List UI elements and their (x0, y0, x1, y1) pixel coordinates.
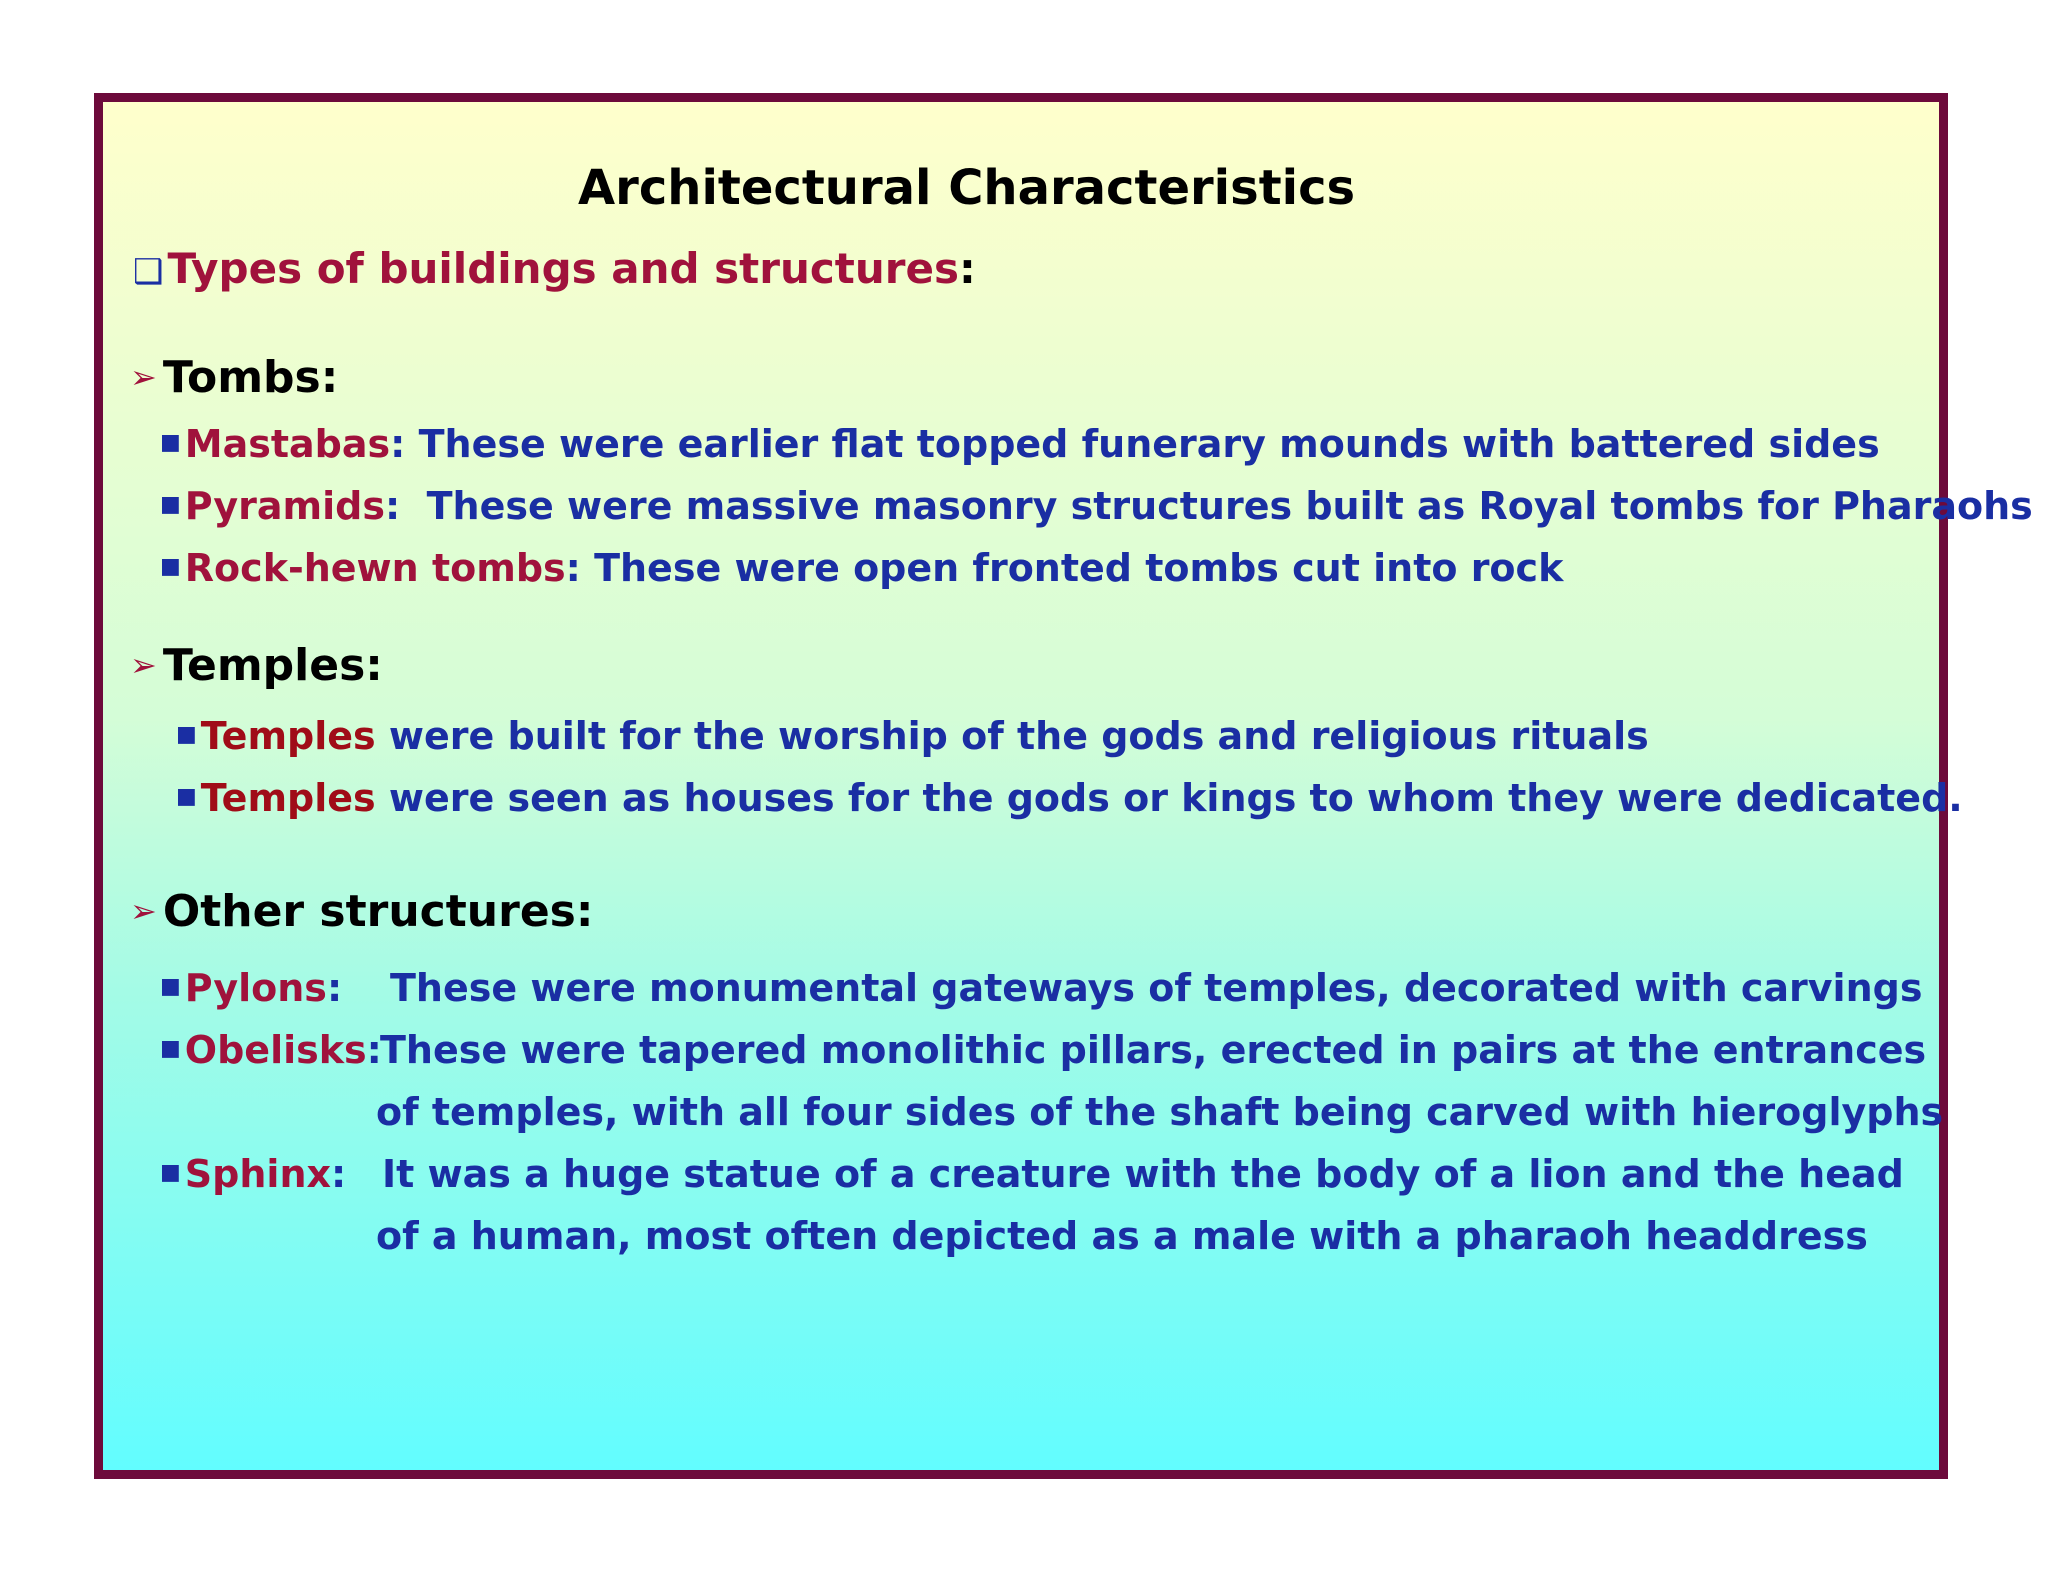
term-obelisks: Obelisks (184, 1028, 367, 1072)
tombs-heading (130, 352, 338, 403)
list-item-rock-hewn-tombs: ■ Rock-hewn tombs: These were open fronted tombs cut into rock (160, 546, 1564, 590)
section-label: Types of buildings and structures (167, 244, 959, 293)
list-item-pyramids: ■ Pyramids: These were massive masonry structures built as Royal tombs for Pharaohs (160, 484, 2033, 528)
term-pyramids: Pyramids (184, 484, 385, 528)
list-item-pylons: ■ Pylons: (160, 966, 343, 1010)
item-description: were built for the worship of the gods and religious rituals (388, 714, 1649, 758)
section-heading (133, 244, 976, 293)
term-sphinx: Sphinx (184, 1152, 332, 1196)
square-bullet-icon: ■ (160, 492, 181, 517)
temples-heading-text: Temples: (162, 640, 383, 691)
arrow-bullet-icon: ➢ (130, 892, 157, 930)
arrow-bullet-icon: ➢ (130, 646, 157, 684)
term-temples: Temples (200, 714, 376, 758)
square-bullet-icon: ■ (176, 722, 197, 747)
tombs-heading-text: Tombs: (162, 352, 339, 403)
checkbox-icon: ❑ (133, 252, 164, 292)
list-item-temples-2 (176, 776, 1963, 820)
item-description-continuation: of a human, most often depicted as a male with a pharaoh headdress (376, 1214, 1868, 1258)
item-description: These were tapered monolithic pillars, erected in pairs at the entrances (380, 1028, 1927, 1072)
square-bullet-icon: ■ (160, 1160, 181, 1185)
item-description: were seen as houses for the gods or kings to whom they were dedicated. (388, 776, 1963, 820)
list-item-mastabas: ■ Mastabas: These were earlier flat topped funerary mounds with battered sides (160, 422, 1880, 466)
term-rock-hewn-tombs: Rock-hewn tombs (184, 546, 566, 590)
square-bullet-icon: ■ (160, 974, 181, 999)
term-pylons: Pylons (184, 966, 327, 1010)
temples-heading (130, 640, 383, 691)
term-mastabas: Mastabas (184, 422, 391, 466)
list-item-sphinx: ■ Sphinx: (160, 1152, 347, 1196)
item-description: These were open fronted tombs cut into rock (594, 546, 1564, 590)
section-colon: : (958, 244, 976, 293)
square-bullet-icon: ■ (176, 784, 197, 809)
other-structures-heading (130, 886, 593, 937)
item-description: These were massive masonry structures built as Royal tombs for Pharaohs (426, 484, 2033, 528)
item-description: It was a huge statue of a creature with the body of a lion and the head (382, 1152, 1904, 1196)
other-structures-heading-text: Other structures: (162, 886, 594, 937)
arrow-bullet-icon: ➢ (130, 358, 157, 396)
square-bullet-icon: ■ (160, 430, 181, 455)
list-item-obelisks: ■ Obelisks: (160, 1028, 382, 1072)
square-bullet-icon: ■ (160, 1036, 181, 1061)
term-temples: Temples (200, 776, 376, 820)
item-description: These were earlier flat topped funerary mounds with battered sides (418, 422, 1880, 466)
slide-title: Architectural Characteristics (578, 160, 1356, 216)
item-description-continuation: of temples, with all four sides of the shaft being carved with hieroglyphs (376, 1090, 1944, 1134)
square-bullet-icon: ■ (160, 554, 181, 579)
list-item-temples-1 (176, 714, 1649, 758)
item-description: These were monumental gateways of temples, decorated with carvings (390, 966, 1923, 1010)
